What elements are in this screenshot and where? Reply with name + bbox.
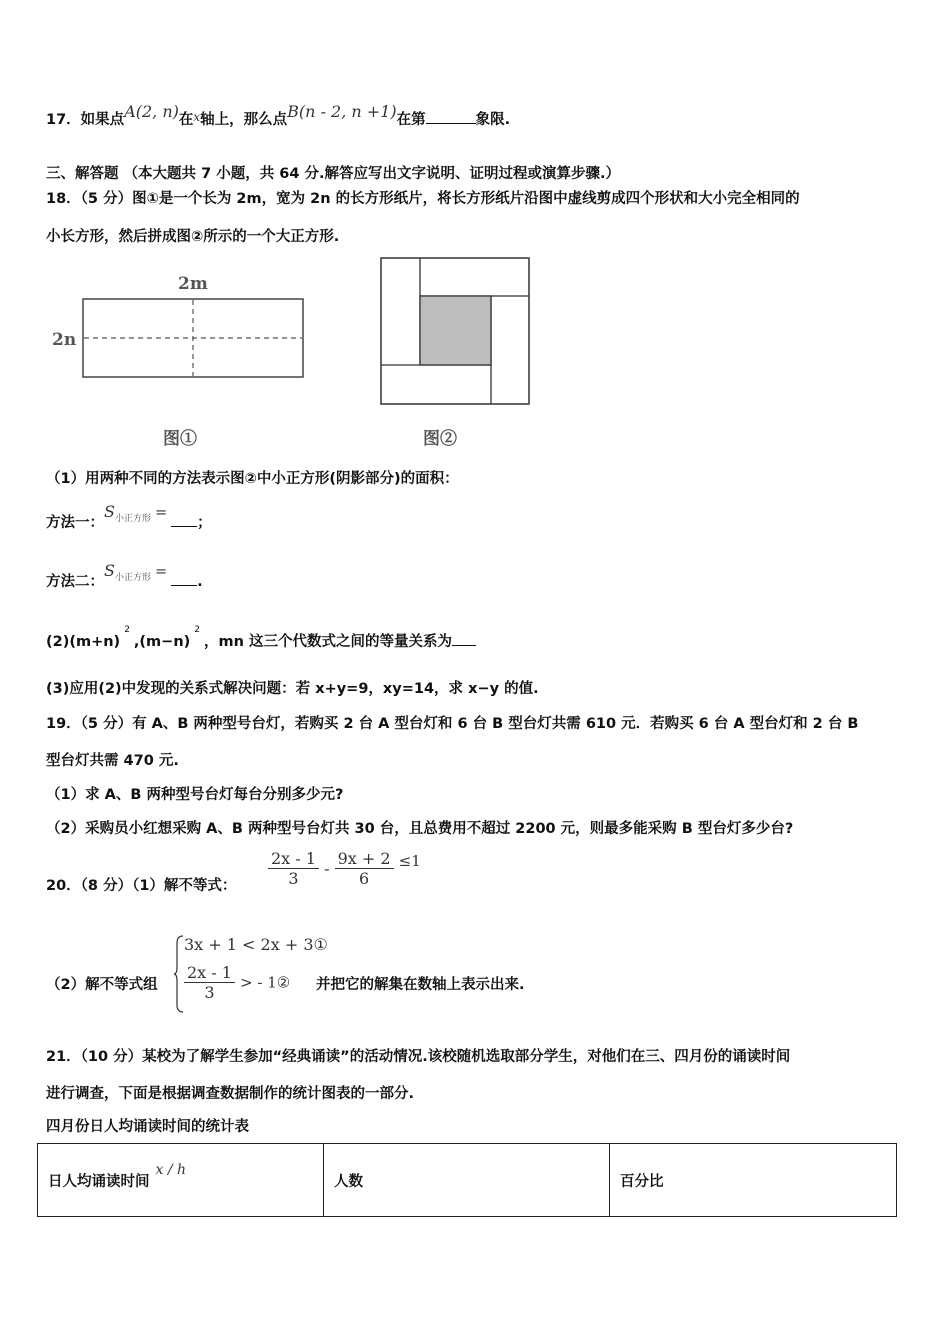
fig2-caption: 图②: [423, 429, 457, 449]
header-reading-time: 日人均诵读时间: [48, 1173, 150, 1190]
s-symbol: S: [104, 502, 115, 521]
q17-text: 轴上，那么点: [200, 112, 288, 128]
q17-text: 17．如果点: [46, 112, 125, 128]
brace-icon: [174, 935, 184, 1013]
q18-text: ，mn 这三个代数式之间的等量关系为: [204, 634, 452, 650]
q19-part1: （1）求 A、B 两种型号台灯每台分别多少元?: [46, 787, 344, 803]
answer-blank: [452, 633, 476, 646]
numerator: 2x - 1: [184, 963, 235, 983]
answer-blank: [426, 111, 476, 124]
denominator: 6: [358, 869, 370, 888]
denominator: 3: [204, 983, 215, 1002]
fraction-3: [184, 963, 235, 1002]
fraction-1: [268, 849, 319, 888]
s-symbol: S: [104, 561, 115, 580]
fraction-2: [335, 849, 394, 888]
inequality-1: 3x + 1 < 2x + 3①: [184, 935, 328, 954]
leq-sign: ≤1: [398, 851, 421, 870]
table-header-cell: [38, 1144, 324, 1217]
fig1-left-label: 2n: [52, 330, 77, 350]
table-title: 四月份日人均诵读时间的统计表: [46, 1119, 249, 1135]
q19-line1: 19．（5 分）有 A、B 两种型号台灯，若购买 2 台 A 型台灯和 6 台 B 型台灯共需 610 元．若购买 6 台 A 型台灯和 2 台 B: [46, 716, 859, 732]
numerator: 9x + 2: [335, 849, 394, 869]
answer-blank: [171, 573, 197, 586]
fig1-top-label: 2m: [178, 274, 208, 294]
q20-tail: 并把它的解集在数轴上表示出来.: [316, 977, 525, 993]
q20-inequality: [268, 849, 421, 888]
table-row: [38, 1144, 897, 1217]
q18-line1: 18．（5 分）图①是一个长为 2m，宽为 2n 的长方形纸片，将长方形纸片沿图中虚线剪成四个形状和大小完全相同的: [46, 191, 800, 207]
q18-text: .: [197, 574, 203, 590]
q18-line2: 小长方形，然后拼成图②所示的一个大正方形.: [46, 229, 340, 245]
point-b: B(n - 2, n +1): [287, 102, 397, 121]
point-a: A(2, n): [124, 102, 179, 121]
s-subscript: 小正方形: [114, 573, 151, 583]
inequality-2: [184, 963, 290, 1002]
fig2-square: [380, 257, 532, 407]
q19-part2: （2）采购员小红想采购 A、B 两种型号台灯共 30 台，且总费用不超过 2200 元，则最多能采购 B 型台灯多少台?: [46, 821, 794, 837]
q18-part3: (3)应用(2)中发现的关系式解决问题：若 x+y=9，xy=14，求 x−y 的值.: [46, 681, 539, 697]
q17-text: 在: [178, 112, 194, 128]
x-variable: x: [193, 110, 201, 124]
unit-label: x / h: [155, 1161, 187, 1178]
superscript: 2: [194, 625, 200, 635]
q20-text: 20．（8 分）（1）解不等式：: [46, 878, 237, 894]
answer-blank: [171, 514, 197, 527]
question-17: [46, 102, 511, 129]
q17-text: 在第: [396, 112, 426, 128]
fig1-rectangle: [82, 298, 306, 380]
superscript: 2: [124, 625, 130, 635]
equals: =: [154, 564, 168, 580]
q20-part2: （2）解不等式组: [46, 977, 158, 993]
table-header-cell: 百分比: [610, 1144, 897, 1217]
q19-line2: 型台灯共需 470 元.: [46, 753, 179, 769]
table-header-cell: 人数: [324, 1144, 610, 1217]
q18-method2: [46, 561, 203, 591]
s-subscript: 小正方形: [114, 514, 151, 524]
q18-text: ；: [197, 515, 212, 531]
q18-method1: [46, 502, 212, 532]
q18-part2: [46, 625, 476, 651]
method1-label: 方法一：: [46, 515, 104, 531]
q18-part1: （1）用两种不同的方法表示图②中小正方形(阴影部分)的面积：: [46, 471, 459, 487]
q18-text: (2)(m+n): [46, 634, 121, 650]
section-heading: 三、解答题 （本大题共 7 小题，共 64 分.解答应写出文字说明、证明过程或演算步骤.）: [46, 166, 621, 182]
method2-label: 方法二：: [46, 574, 104, 590]
minus-sign: -: [324, 859, 330, 878]
q17-text: 象限.: [475, 112, 511, 128]
q21-line1: 21．（10 分）某校为了解学生参加“经典诵读”的活动情况.该校随机选取部分学生，对他们在三、四月份的诵读时间: [46, 1049, 791, 1065]
q20-part1: [46, 874, 236, 895]
fig1-caption: 图①: [163, 429, 197, 449]
equals: =: [154, 505, 168, 521]
denominator: 3: [288, 869, 299, 888]
q21-line2: 进行调查，下面是根据调查数据制作的统计图表的一部分.: [46, 1086, 415, 1102]
q18-text: ,(m−n): [133, 634, 191, 650]
inequality-2-rhs: > - 1②: [240, 973, 291, 992]
statistics-table: [37, 1143, 897, 1217]
numerator: 2x - 1: [268, 849, 319, 869]
